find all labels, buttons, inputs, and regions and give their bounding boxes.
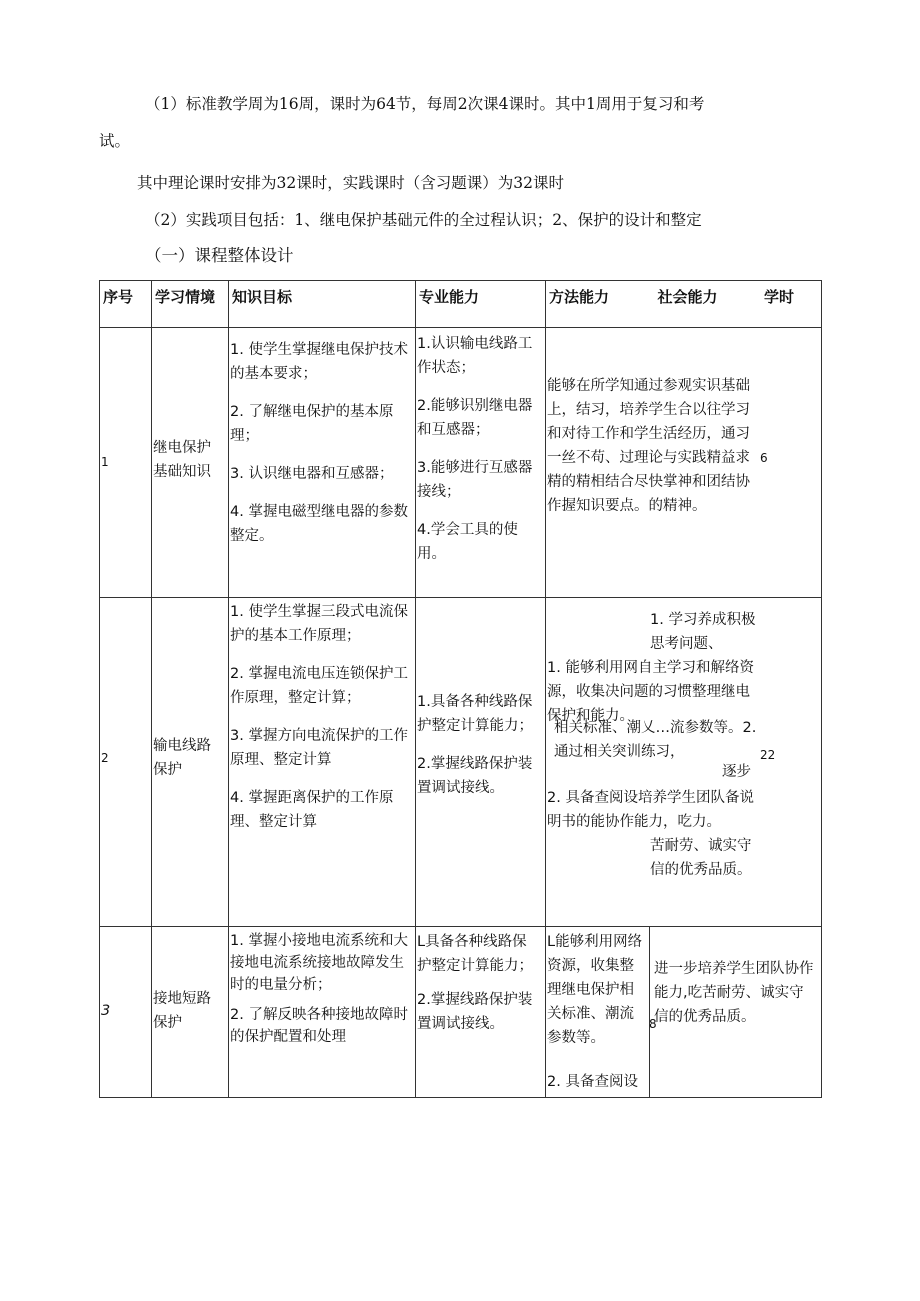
row1-knowledge-1: 1. 使学生掌握继电保护技术的基本要求； [230,342,408,382]
header-knowledge: 知识目标 [229,281,416,328]
row3-method-2: 2. 具备查阅设 [547,1074,638,1090]
row1-seq: 1 [101,455,109,469]
header-professional: 专业能力 [416,281,546,328]
course-design-table [99,280,822,1098]
row3-professional-1: L具备各种线路保护整定计算能力； [417,934,533,974]
row2-method-a: 1. 学习养成积极思考问题、 [650,612,756,652]
row3-situation-cell [152,927,229,1098]
row2-knowledge-2: 2. 掌握电流电压连锁保护工作原理，整定计算； [230,666,408,706]
row1-method-social: 能够在所学知通过参观实识基础上，结习，培养学生合以往学习和对待工作和学生活经历，通习一丝不苟、过理论与实践精益求精的精相结合尽快掌神和团结协作握知识要点。的精神。 [547,378,750,514]
row1-seq-cell [100,328,152,598]
row1-knowledge-4: 4. 掌握电磁型继电器的参数整定。 [230,504,408,544]
row2-professional-cell [416,598,546,927]
header-hours: 学时 [763,288,794,306]
row1-situation: 继电保护基础知识 [153,440,211,480]
row1-knowledge-3: 3. 认识继电器和互感器； [230,466,394,482]
row2-method-c: 相关标准、潮乂…流参数等。2. 通过相关突训练习， [554,720,757,760]
section-heading: （一）课程整体设计 [145,246,294,265]
row2-knowledge-cell [229,598,416,927]
row2-method-f: 苦耐劳、诚实守信的优秀品质。 [650,838,752,878]
row2-hours: 22 [760,748,776,762]
row2-professional-1: 1.具备各种线路保护整定计算能力； [417,694,533,734]
row1-professional-2: 2.能够识别继电器和互感器； [417,398,533,438]
row2-method-social-cell [546,598,822,927]
table-row [100,328,822,598]
header-seq: 序号 [100,281,152,328]
row1-knowledge-2: 2. 了解继电保护的基本原理； [230,404,394,444]
row1-method-social-cell [546,328,822,598]
header-situation: 学习情境 [152,281,229,328]
row3-social: 进一步培养学生团队协作能力,吃苦耐劳、诚实守信的优秀品质。 [654,961,814,1025]
row1-hours: 6 [760,451,768,465]
row1-professional-3: 3.能够进行互感器接线； [417,460,533,500]
row2-method-d: 逐步 [722,764,751,780]
row3-method-social-cell [546,927,822,1098]
intro-paragraph-3: （2）实践项目包括：1、继电保护基础元件的全过程认识；2、保护的设计和整定 [145,211,702,229]
row3-professional-cell [416,927,546,1098]
table-header-row [100,281,822,328]
row3-seq-cell [100,927,152,1098]
row2-method-e: 2. 具备查阅设培养学生团队备说明书的能协作能力，吃力。 [547,790,754,830]
row3-hours: 8 [649,1017,657,1031]
row3-knowledge-cell [229,927,416,1098]
row2-method-b: 1. 能够利用网自主学习和解络资源，收集决问题的习惯整理继电保护和能力。 [547,660,754,724]
header-method: 方法能力 [549,288,610,306]
row3-seq: 3 [101,1003,111,1019]
row2-situation: 输电线路保护 [153,738,211,778]
row3-knowledge-2: 2. 了解反映各种接地故障时的保护配置和处理 [230,1007,408,1045]
row2-situation-cell [152,598,229,927]
table-row [100,927,822,1098]
row2-knowledge-3: 3. 掌握方向电流保护的工作原理、整定计算 [230,728,408,768]
intro-paragraph-1-line-2: 试。 [99,132,131,150]
row2-professional-2: 2.掌握线路保护装置调试接线。 [417,756,533,796]
row2-knowledge-4: 4. 掌握距离保护的工作原理、整定计算 [230,790,394,830]
row3-method: L能够利用网络资源，收集整理继电保护相关标准、潮流参数等。 [547,934,643,1046]
row2-seq-cell [100,598,152,927]
row1-situation-cell [152,328,229,598]
row1-professional-cell [416,328,546,598]
row3-situation: 接地短路保护 [153,991,211,1031]
table-row [100,598,822,927]
row2-knowledge-1: 1. 使学生掌握三段式电流保护的基本工作原理； [230,604,408,644]
row3-professional-2: 2.掌握线路保护装置调试接线。 [417,992,533,1032]
row1-knowledge-cell [229,328,416,598]
row1-professional-1: 1.认识输电线路工作状态； [417,336,533,376]
row1-professional-4: 4.学会工具的使用。 [417,522,518,562]
intro-paragraph-2: 其中理论课时安排为32课时，实践课时（含习题课）为32课时 [137,174,564,192]
row2-seq: 2 [101,751,109,765]
row3-knowledge-1: 1. 掌握小接地电流系统和大接地电流系统接地故障发生时的电量分析； [230,933,408,993]
intro-paragraph-1-line-1: （1）标准教学周为16周，课时为64节，每周2次课4课时。其中1周用于复习和考 [145,95,705,113]
header-social: 社会能力 [657,288,718,306]
header-method-social-hours [546,281,822,328]
